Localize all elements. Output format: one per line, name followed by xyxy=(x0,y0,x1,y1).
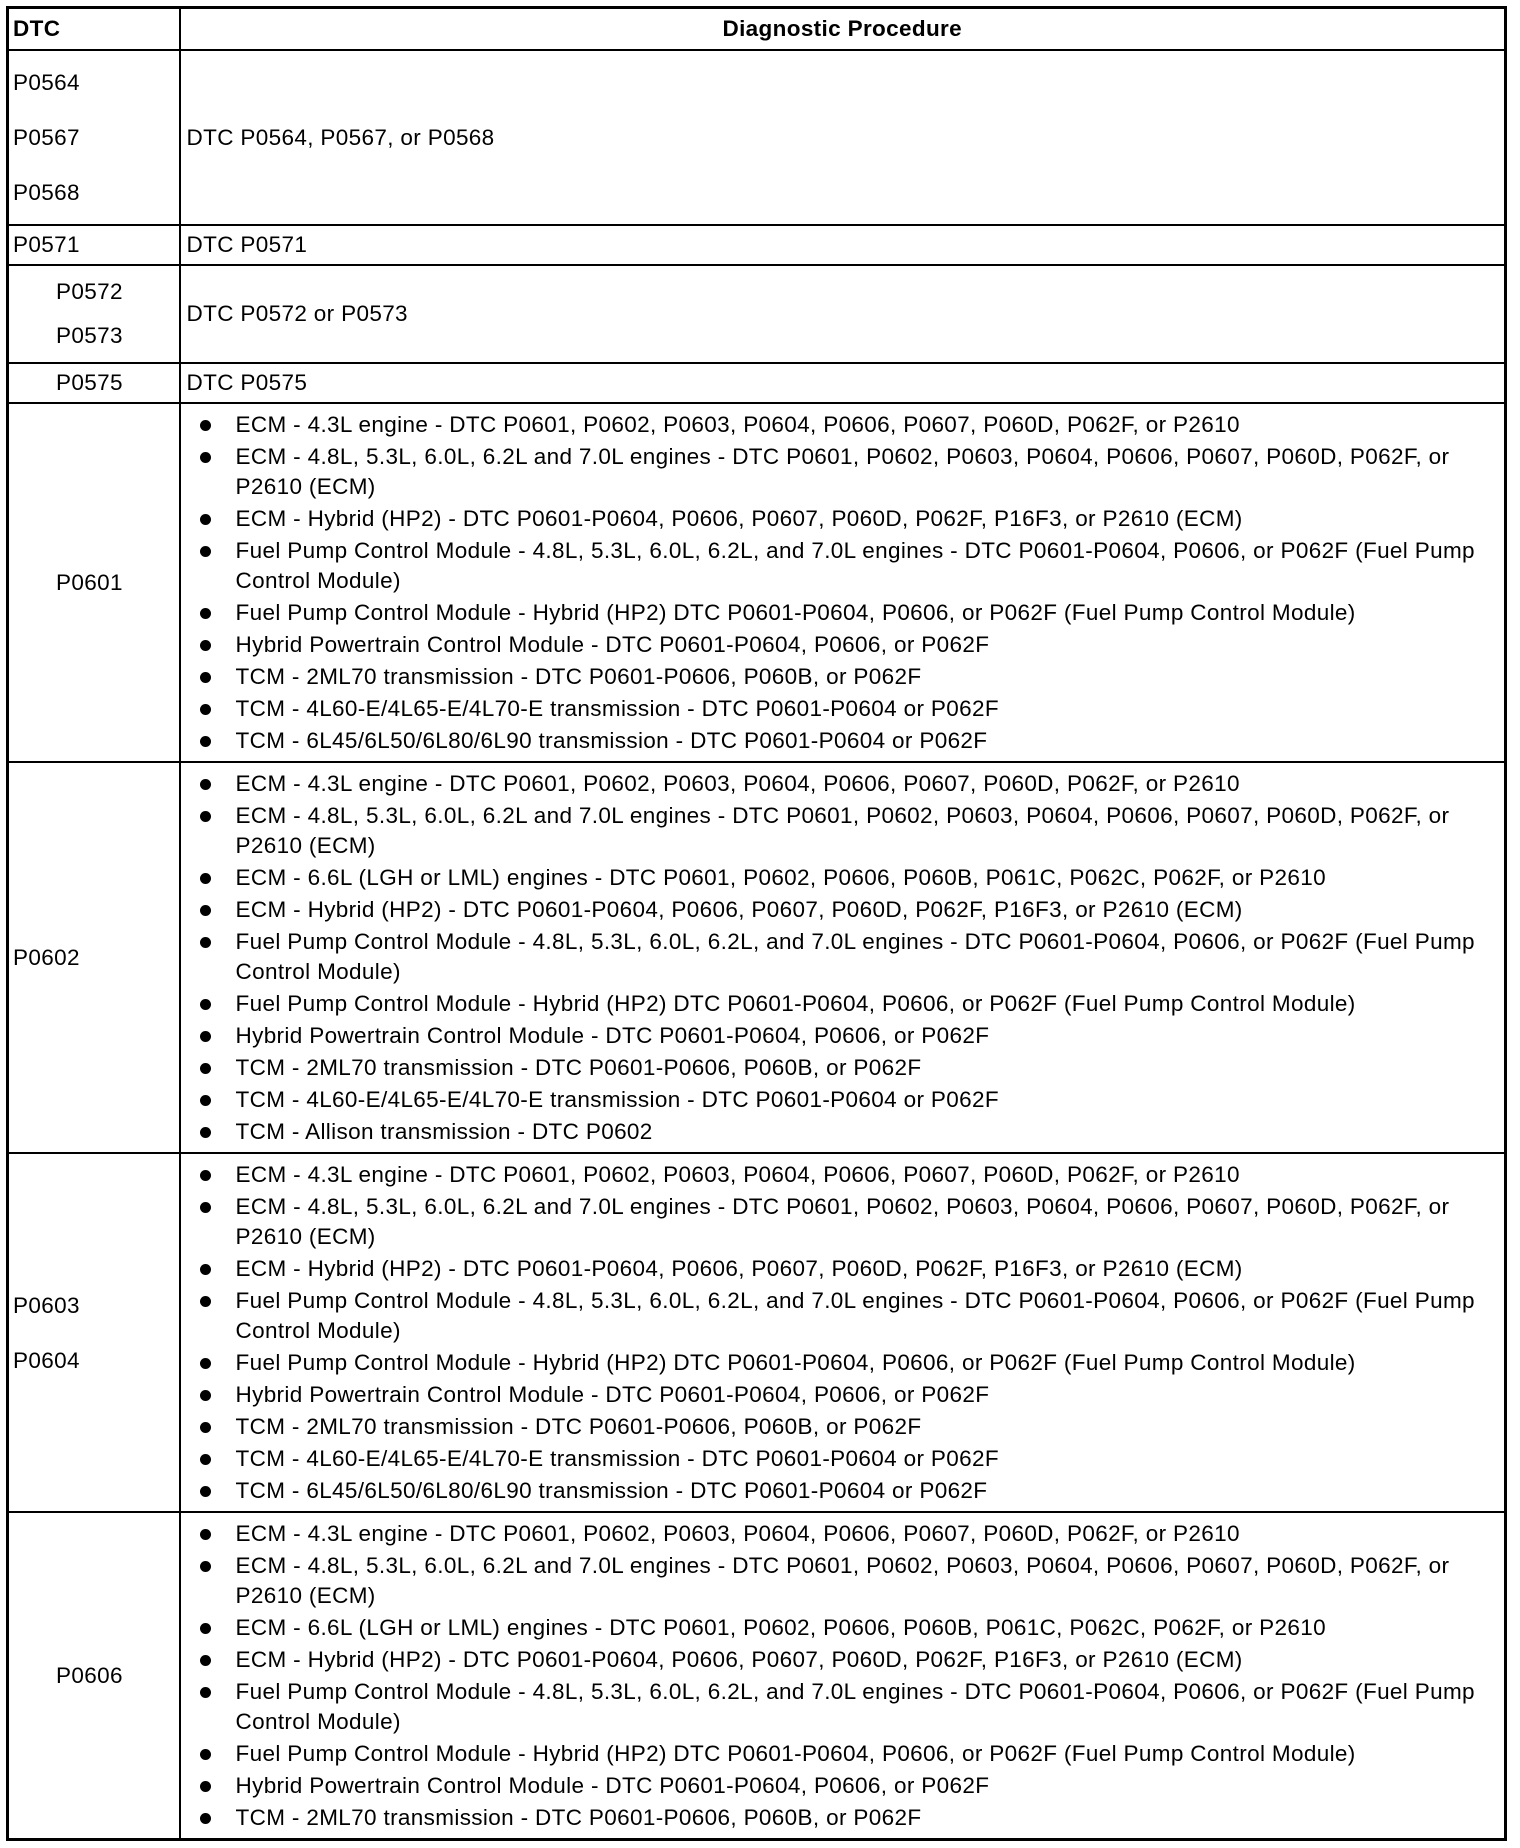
list-item: TCM - Allison transmission - DTC P0602 xyxy=(236,1117,1497,1147)
bullet-icon xyxy=(200,640,211,651)
bullet-icon xyxy=(200,1264,211,1275)
bullet-icon xyxy=(200,1095,211,1106)
table-row xyxy=(8,363,1506,403)
dtc-cell xyxy=(8,1512,180,1840)
list-item: Fuel Pump Control Module - Hybrid (HP2) DTC P0601-P0604, P0606, or P062F (Fuel Pump Control Module) xyxy=(236,989,1497,1019)
table-row xyxy=(8,762,1506,1153)
bullet-icon xyxy=(200,1561,211,1572)
table-row xyxy=(8,1153,1506,1512)
list-item: ECM - 4.3L engine - DTC P0601, P0602, P0603, P0604, P0606, P0607, P060D, P062F, or P2610 xyxy=(236,769,1497,799)
list-item: TCM - 6L45/6L50/6L80/6L90 transmission - DTC P0601-P0604 or P062F xyxy=(236,1476,1497,1506)
dtc-code: P0602 xyxy=(13,945,80,970)
table-row xyxy=(8,265,1506,363)
bullet-icon xyxy=(200,1655,211,1666)
list-item: Hybrid Powertrain Control Module - DTC P0601-P0604, P0606, or P062F xyxy=(236,1771,1497,1801)
list-item: Fuel Pump Control Module - Hybrid (HP2) DTC P0601-P0604, P0606, or P062F (Fuel Pump Control Module) xyxy=(236,1739,1497,1769)
bullet-icon xyxy=(200,1529,211,1540)
procedure-list xyxy=(181,404,1505,761)
dtc-cell xyxy=(8,265,180,363)
bullet-icon xyxy=(200,452,211,463)
bullet-icon xyxy=(200,1813,211,1824)
bullet-icon xyxy=(200,672,211,683)
dtc-cell xyxy=(8,403,180,762)
bullet-icon xyxy=(200,1170,211,1181)
list-item: ECM - 4.3L engine - DTC P0601, P0602, P0603, P0604, P0606, P0607, P060D, P062F, or P2610 xyxy=(236,1519,1497,1549)
list-item: ECM - Hybrid (HP2) - DTC P0601-P0604, P0606, P0607, P060D, P062F, P16F3, or P2610 (ECM) xyxy=(236,504,1497,534)
table-row xyxy=(8,403,1506,762)
list-item: TCM - 2ML70 transmission - DTC P0601-P0606, P060B, or P062F xyxy=(236,1053,1497,1083)
dtc-cell xyxy=(8,50,180,225)
list-item: TCM - 4L60-E/4L65-E/4L70-E transmission - DTC P0601-P0604 or P062F xyxy=(236,1444,1497,1474)
list-item: Fuel Pump Control Module - 4.8L, 5.3L, 6.0L, 6.2L, and 7.0L engines - DTC P0601-P0604, P0606, or P062F (Fuel Pump Control Module) xyxy=(236,1286,1497,1346)
dtc-cell xyxy=(8,363,180,403)
dtc-code: P0568 xyxy=(13,180,80,205)
procedure-column-header: Diagnostic Procedure xyxy=(180,8,1506,51)
list-item: ECM - 4.3L engine - DTC P0601, P0602, P0603, P0604, P0606, P0607, P060D, P062F, or P2610 xyxy=(236,410,1497,440)
procedure-cell xyxy=(180,403,1506,762)
dtc-code: P0567 xyxy=(13,125,80,150)
table-row xyxy=(8,50,1506,225)
list-item: Hybrid Powertrain Control Module - DTC P0601-P0604, P0606, or P062F xyxy=(236,630,1497,660)
dtc-code: P0606 xyxy=(56,1663,123,1688)
bullet-icon xyxy=(200,514,211,525)
list-item: TCM - 4L60-E/4L65-E/4L70-E transmission - DTC P0601-P0604 or P062F xyxy=(236,1085,1497,1115)
table-row xyxy=(8,225,1506,265)
procedure-list xyxy=(181,1154,1505,1511)
list-item: Fuel Pump Control Module - 4.8L, 5.3L, 6.0L, 6.2L, and 7.0L engines - DTC P0601-P0604, P0606, or P062F (Fuel Pump Control Module) xyxy=(236,927,1497,987)
list-item: Fuel Pump Control Module - Hybrid (HP2) DTC P0601-P0604, P0606, or P062F (Fuel Pump Control Module) xyxy=(236,598,1497,628)
bullet-icon xyxy=(200,1031,211,1042)
bullet-icon xyxy=(200,1781,211,1792)
bullet-icon xyxy=(200,704,211,715)
procedure-list xyxy=(181,1513,1505,1838)
procedure-cell: DTC P0575 xyxy=(180,363,1506,403)
bullet-icon xyxy=(200,546,211,557)
dtc-code: P0601 xyxy=(56,570,123,595)
list-item: TCM - 2ML70 transmission - DTC P0601-P0606, P060B, or P062F xyxy=(236,1803,1497,1833)
procedure-cell: DTC P0572 or P0573 xyxy=(180,265,1506,363)
list-item: TCM - 2ML70 transmission - DTC P0601-P0606, P060B, or P062F xyxy=(236,1412,1497,1442)
list-item: ECM - 4.8L, 5.3L, 6.0L, 6.2L and 7.0L engines - DTC P0601, P0602, P0603, P0604, P0606, P0607, P060D, P062F, or P2610 (ECM) xyxy=(236,1192,1497,1252)
list-item: ECM - 6.6L (LGH or LML) engines - DTC P0601, P0602, P0606, P060B, P061C, P062C, P062F, or P2610 xyxy=(236,1613,1497,1643)
bullet-icon xyxy=(200,1749,211,1760)
table-header-row xyxy=(8,8,1506,51)
dtc-cell xyxy=(8,1153,180,1512)
dtc-cell xyxy=(8,225,180,265)
dtc-code: P0573 xyxy=(56,323,123,348)
dtc-code: P0571 xyxy=(13,232,80,257)
bullet-icon xyxy=(200,999,211,1010)
dtc-code: P0564 xyxy=(13,70,80,95)
dtc-column-header: DTC xyxy=(8,8,180,51)
procedure-cell: DTC P0571 xyxy=(180,225,1506,265)
list-item: TCM - 6L45/6L50/6L80/6L90 transmission - DTC P0601-P0604 or P062F xyxy=(236,726,1497,756)
bullet-icon xyxy=(200,1390,211,1401)
list-item: ECM - 4.8L, 5.3L, 6.0L, 6.2L and 7.0L engines - DTC P0601, P0602, P0603, P0604, P0606, P0607, P060D, P062F, or P2610 (ECM) xyxy=(236,1551,1497,1611)
bullet-icon xyxy=(200,1358,211,1369)
list-item: Fuel Pump Control Module - 4.8L, 5.3L, 6.0L, 6.2L, and 7.0L engines - DTC P0601-P0604, P0606, or P062F (Fuel Pump Control Module) xyxy=(236,1677,1497,1737)
list-item: ECM - Hybrid (HP2) - DTC P0601-P0604, P0606, P0607, P060D, P062F, P16F3, or P2610 (ECM) xyxy=(236,1645,1497,1675)
list-item: ECM - 4.8L, 5.3L, 6.0L, 6.2L and 7.0L engines - DTC P0601, P0602, P0603, P0604, P0606, P0607, P060D, P062F, or P2610 (ECM) xyxy=(236,442,1497,502)
procedure-cell xyxy=(180,1153,1506,1512)
table-row xyxy=(8,1512,1506,1840)
dtc-code: P0604 xyxy=(13,1347,80,1373)
bullet-icon xyxy=(200,937,211,948)
procedure-cell xyxy=(180,762,1506,1153)
bullet-icon xyxy=(200,1296,211,1307)
list-item: TCM - 4L60-E/4L65-E/4L70-E transmission - DTC P0601-P0604 or P062F xyxy=(236,694,1497,724)
list-item: Hybrid Powertrain Control Module - DTC P0601-P0604, P0606, or P062F xyxy=(236,1380,1497,1410)
list-item: ECM - 4.3L engine - DTC P0601, P0602, P0603, P0604, P0606, P0607, P060D, P062F, or P2610 xyxy=(236,1160,1497,1190)
procedure-list xyxy=(181,763,1505,1152)
bullet-icon xyxy=(200,873,211,884)
bullet-icon xyxy=(200,779,211,790)
bullet-icon xyxy=(200,905,211,916)
bullet-icon xyxy=(200,1063,211,1074)
bullet-icon xyxy=(200,420,211,431)
dtc-cell xyxy=(8,762,180,1153)
bullet-icon xyxy=(200,1127,211,1138)
procedure-cell: DTC P0564, P0567, or P0568 xyxy=(180,50,1506,225)
list-item: ECM - 6.6L (LGH or LML) engines - DTC P0601, P0602, P0606, P060B, P061C, P062C, P062F, or P2610 xyxy=(236,863,1497,893)
bullet-icon xyxy=(200,1454,211,1465)
dtc-code: P0572 xyxy=(56,279,123,304)
bullet-icon xyxy=(200,1422,211,1433)
bullet-icon xyxy=(200,1623,211,1634)
dtc-code: P0603 xyxy=(13,1292,80,1318)
bullet-icon xyxy=(200,811,211,822)
procedure-cell xyxy=(180,1512,1506,1840)
dtc-code: P0575 xyxy=(56,370,123,395)
bullet-icon xyxy=(200,1687,211,1698)
bullet-icon xyxy=(200,1202,211,1213)
bullet-icon xyxy=(200,1486,211,1497)
bullet-icon xyxy=(200,608,211,619)
bullet-icon xyxy=(200,736,211,747)
list-item: TCM - 2ML70 transmission - DTC P0601-P0606, P060B, or P062F xyxy=(236,662,1497,692)
list-item: Hybrid Powertrain Control Module - DTC P0601-P0604, P0606, or P062F xyxy=(236,1021,1497,1051)
list-item: ECM - Hybrid (HP2) - DTC P0601-P0604, P0606, P0607, P060D, P062F, P16F3, or P2610 (ECM) xyxy=(236,895,1497,925)
list-item: Fuel Pump Control Module - 4.8L, 5.3L, 6.0L, 6.2L, and 7.0L engines - DTC P0601-P0604, P0606, or P062F (Fuel Pump Control Module) xyxy=(236,536,1497,596)
dtc-table xyxy=(6,6,1507,1841)
list-item: Fuel Pump Control Module - Hybrid (HP2) DTC P0601-P0604, P0606, or P062F (Fuel Pump Control Module) xyxy=(236,1348,1497,1378)
list-item: ECM - 4.8L, 5.3L, 6.0L, 6.2L and 7.0L engines - DTC P0601, P0602, P0603, P0604, P0606, P0607, P060D, P062F, or P2610 (ECM) xyxy=(236,801,1497,861)
list-item: ECM - Hybrid (HP2) - DTC P0601-P0604, P0606, P0607, P060D, P062F, P16F3, or P2610 (ECM) xyxy=(236,1254,1497,1284)
